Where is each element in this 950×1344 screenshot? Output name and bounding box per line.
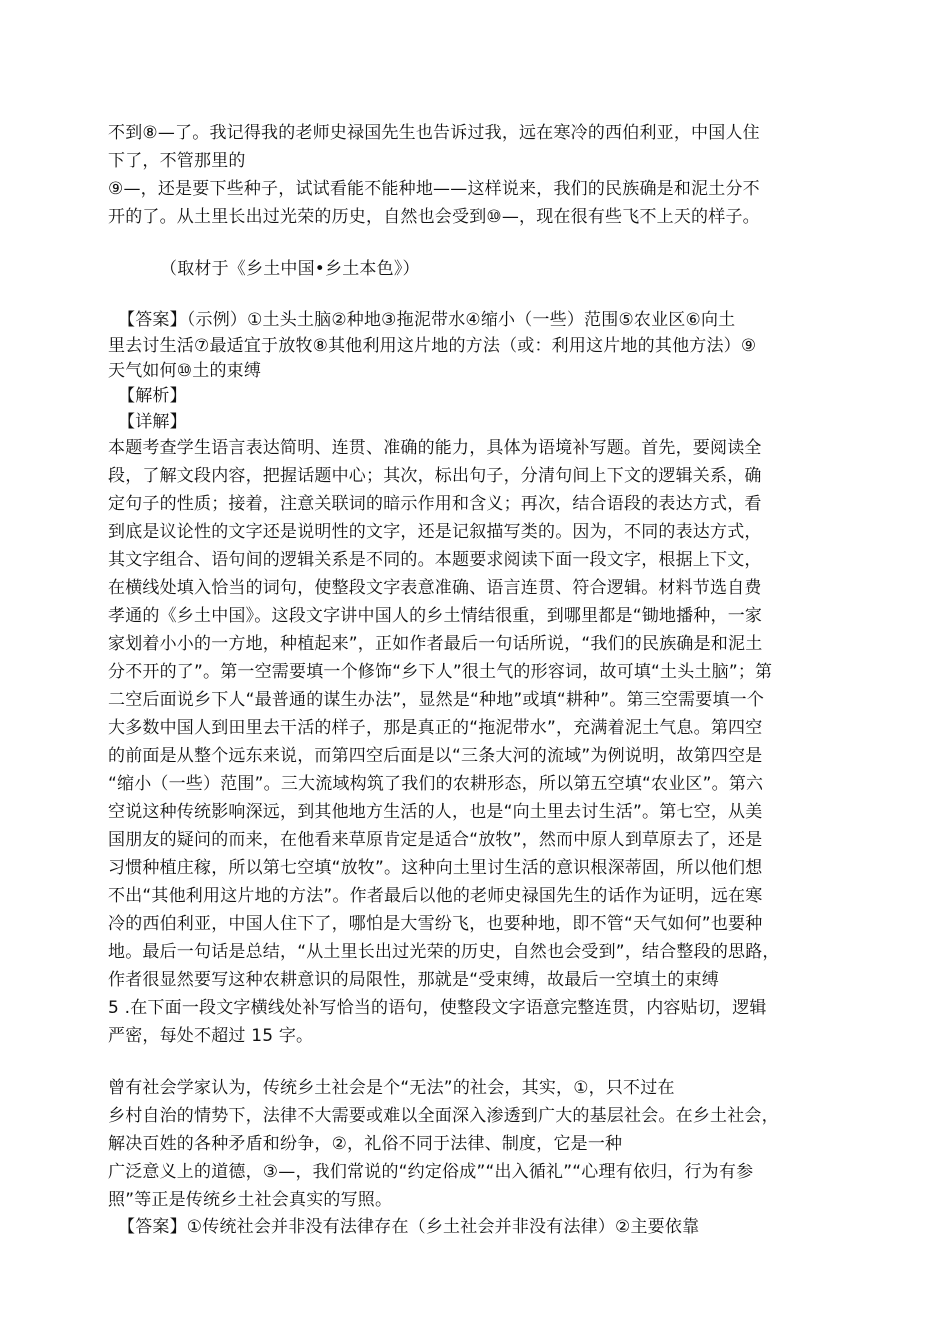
explanation-line: 家划着小小的一方地，种植起来”，正如作者最后一句话所说，“我们的民族确是和泥土 [108,634,763,654]
passage-line: 开的了。从土里长出过光荣的历史，自然也会受到⑩—，现在很有些飞不上天的样子。 [108,207,760,227]
detail-label: 【详解】 [118,412,187,432]
explanation-line: 地。最后一句话是总结，“从土里长出过光荣的历史，自然也会受到”，结合整段的思路， [108,942,780,962]
question-line: 严密，每处不超过 15 字。 [108,1026,314,1046]
passage-line: 照”等正是传统乡土社会真实的写照。 [108,1190,393,1210]
explanation-line: 作者很显然要写这种农耕意识的局限性，那就是“受束缚，故最后一空填土的束缚 [108,970,720,990]
source-citation: （取材于《乡土中国•乡土本色》） [160,259,420,279]
answer-line: 里去讨生活⑦最适宜于放牧⑧其他利用这片地的方法（或：利用这片地的其他方法）⑨ [108,336,757,356]
explanation-line: 到底是议论性的文字还是说明性的文字，还是记叙描写类的。因为，不同的表达方式， [108,522,762,542]
passage-line: 解决百姓的各种矛盾和纷争，②，礼俗不同于法律、制度，它是一种 [108,1134,623,1154]
answer-line: 天气如何⑩土的束缚 [108,361,262,381]
explanation-line: 段，了解文段内容，把握话题中心；其次，标出句子，分清句间上下文的逻辑关系，确 [108,466,762,486]
answer-line: 【答案】（示例）①土头土脑②种地③拖泥带水④缩小（一些）范围⑤农业区⑥向土 [118,310,736,330]
explanation-line: 大多数中国人到田里去干活的样子，那是真正的“拖泥带水”，充满着泥土气息。第四空 [108,718,763,738]
explanation-line: 空说这种传统影响深远，到其他地方生活的人，也是“向土里去讨生活”。第七空，从美 [108,802,763,822]
explanation-line: 其文字组合、语句间的逻辑关系是不同的。本题要求阅读下面一段文字，根据上下文， [108,550,762,570]
explanation-line: 本题考查学生语言表达简明、连贯、准确的能力，具体为语境补写题。首先，要阅读全 [108,438,762,458]
explanation-line: 习惯种植庄稼，所以第七空填“放牧”。这种向土里讨生活的意识根深蒂固，所以他们想 [108,858,763,878]
explanation-line: 分不开的了”。第一空需要填一个修饰“乡下人”很土气的形容词，故可填“土头土脑”；第 [108,662,773,682]
explanation-line: 定句子的性质；接着，注意关联词的暗示作用和含义；再次，结合语段的表达方式，看 [108,494,762,514]
passage-line: 乡村自治的情势下，法律不大需要或难以全面深入渗透到广大的基层社会。在乡土社会， [108,1106,779,1126]
passage-line: 曾有社会学家认为，传统乡土社会是个“无法”的社会，其实，①，只不过在 [108,1078,675,1098]
explanation-line: 在横线处填入恰当的词句，使整段文字表意准确、语言连贯、符合逻辑。材料节选自费 [108,578,762,598]
explanation-line: 的前面是从整个远东来说，而第四空后面是以“三条大河的流域”为例说明，故第四空是 [108,746,763,766]
passage-line: 不到⑧—了。我记得我的老师史禄国先生也告诉过我，远在寒冷的西伯利亚，中国人住 [108,123,760,143]
passage-line: 广泛意义上的道德，③—，我们常说的“约定俗成”“出入循礼”“心理有依归，行为有参 [108,1162,754,1182]
explanation-line: 二空后面说乡下人“最普通的谋生办法”，显然是“种地”或填“耕种”。第三空需要填一个 [108,690,765,710]
explanation-line: 国朋友的疑问的而来，在他看来草原肯定是适合“放牧”，然而中原人到草原去了，还是 [108,830,763,850]
passage-line: 下了，不管那里的 [108,151,246,171]
question-line: 5 .在下面一段文字横线处补写恰当的语句，使整段文字语意完整连贯，内容贴切，逻辑 [108,998,767,1018]
analysis-label: 【解析】 [118,386,187,406]
passage-line: ⑨—，还是要下些种子，试试看能不能种地——这样说来，我们的民族确是和泥土分不 [108,179,760,199]
explanation-line: “缩小（一些）范围”。三大流域构筑了我们的农耕形态，所以第五空填“农业区”。第六 [108,774,764,794]
explanation-line: 冷的西伯利亚，中国人住下了，哪怕是大雪纷飞，也要种地，即不管“天气如何”也要种 [108,914,763,934]
explanation-line: 不出“其他利用这片地的方法”。作者最后以他的老师史禄国先生的话作为证明，远在寒 [108,886,763,906]
answer-line: 【答案】①传统社会并非没有法律存在（乡土社会并非没有法律）②主要依靠 [118,1217,700,1237]
explanation-line: 孝通的《乡土中国》。这段文字讲中国人的乡土情结很重，到哪里都是“锄地播种，一家 [108,606,763,626]
